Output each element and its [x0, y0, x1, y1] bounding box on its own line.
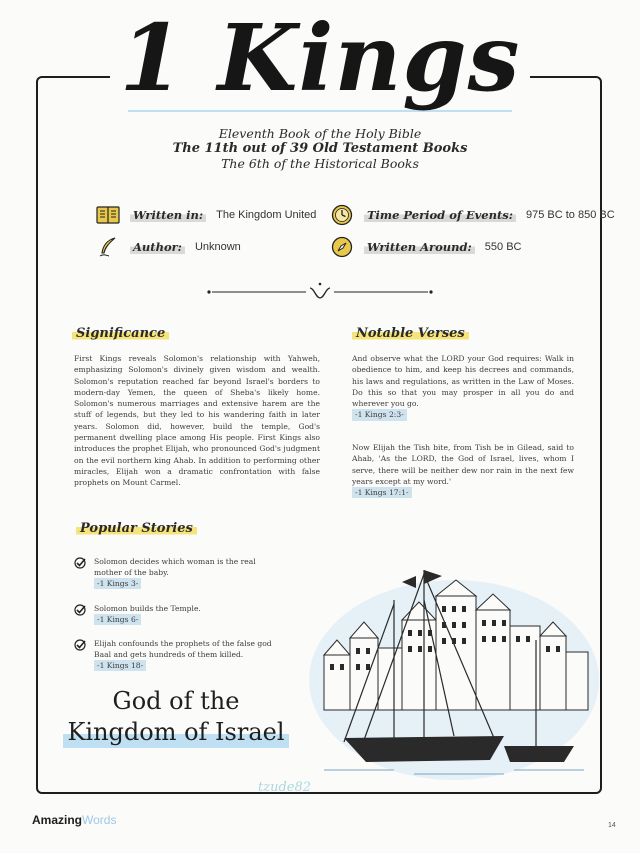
notable-verses-heading: Notable Verses	[352, 326, 469, 341]
brand-logo	[32, 813, 116, 827]
checkmark-circle-icon	[74, 557, 86, 569]
popular-stories-heading: Popular Stories	[76, 521, 197, 536]
watermark: tzude82	[258, 780, 312, 795]
clock-icon	[330, 203, 354, 227]
checkmark-circle-icon	[74, 604, 86, 616]
quill-icon	[96, 235, 120, 259]
verse-1	[352, 353, 574, 421]
period-value: 975 BC to 850 BC	[526, 209, 615, 221]
tagline-line-2: Kingdom of Israel	[63, 717, 288, 748]
author-value: Unknown	[194, 241, 241, 253]
page-title: 1 Kings	[110, 6, 531, 110]
compass-icon	[330, 235, 354, 259]
verse-2	[352, 442, 574, 498]
subtitle-block	[0, 126, 640, 171]
verse-1-ref: -1 Kings 2:3-	[352, 409, 407, 420]
subtitle-historical: The 6th of the Historical Books	[221, 156, 419, 171]
verse-2-ref: -1 Kings 17:1-	[352, 487, 412, 498]
story-ref: -1 Kings 6-	[94, 614, 141, 625]
story-item	[74, 638, 284, 671]
story-ref: -1 Kings 3-	[94, 578, 141, 589]
verse-2-text: Now Elijah the Tish bite, from Tish be in Gilead, said to Ahab, 'As the LORD, the God of Israel, lives, whom I serve, there will be neither dew nor rain in the next few years except at my word.'	[352, 443, 574, 486]
ornamental-divider	[206, 280, 434, 304]
written-in-value: The Kingdom United	[216, 209, 317, 221]
brand-part-1: Amazing	[32, 813, 83, 827]
info-period	[330, 203, 615, 227]
tagline-line-1: God of the	[112, 687, 240, 715]
period-label: Time Period of Events:	[364, 208, 516, 222]
story-text-wrap	[94, 603, 201, 625]
written-around-label: Written Around:	[364, 240, 475, 254]
significance-heading: Significance	[72, 326, 169, 341]
page-number: 14	[608, 822, 616, 829]
info-author	[96, 235, 241, 259]
significance-text: First Kings reveals Solomon's relationship with Yahweh, emphasizing Solomon's divinely given wisdom and wealth. Solomon's reputation reached far beyond Israel's borders to modern-day Yemen, the queen of Sheba's likely home. Solomon's numerous marriages and extensive harem are the stuff of legends, but they led to his wandering faith in later years. Solomon did, however, build the temple, God's permanent dwelling place among His people. First Kings also introduces the prophet Elijah, who pronounced God's judgment on the evil northern king Ahab. In addition to performing other miracles, Elijah won a dramatic confrontation with false prophets on Mount Carmel.	[74, 354, 320, 488]
brand-part-2: Words	[82, 813, 117, 827]
story-text: Elijah confounds the prophets of the false god Baal and gets hundreds of them killed.	[94, 639, 272, 659]
tagline	[58, 686, 294, 748]
story-text-wrap	[94, 556, 284, 589]
info-written-in	[96, 203, 316, 227]
harbor-ship-illustration	[304, 560, 600, 790]
info-written-around	[330, 235, 522, 259]
story-text: Solomon decides which woman is the real mother of the baby.	[94, 557, 256, 577]
story-ref: -1 Kings 18-	[94, 660, 146, 671]
open-book-icon	[96, 203, 120, 227]
author-label: Author:	[130, 240, 185, 254]
subtitle-testament: The 11th out of 39 Old Testament Books	[172, 141, 468, 156]
subtitle-book-number: Eleventh Book of the Holy Bible	[218, 126, 422, 141]
title-block	[0, 6, 640, 116]
verse-1-text: And observe what the LORD your God requires: Walk in obedience to him, and keep his decrees and commands, his laws and regulations, as written in the Law of Moses. Do this so that you may prosper in all you do and wherever you go.	[352, 354, 574, 409]
story-text: Solomon builds the Temple.	[94, 604, 201, 613]
story-text-wrap	[94, 638, 284, 671]
story-item	[74, 603, 284, 625]
checkmark-circle-icon	[74, 639, 86, 651]
story-item	[74, 556, 284, 589]
written-around-value: 550 BC	[484, 241, 522, 253]
written-in-label: Written in:	[130, 208, 206, 222]
